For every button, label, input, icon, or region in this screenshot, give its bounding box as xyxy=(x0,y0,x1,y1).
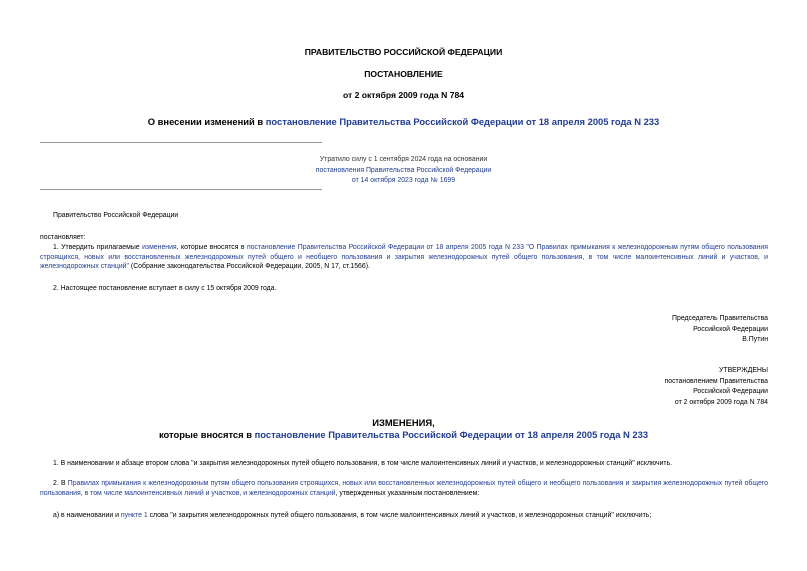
approved-block xyxy=(665,366,769,408)
signature-line2: Российской Федерации xyxy=(693,325,768,333)
decides-text: постановляет: xyxy=(40,234,86,241)
point-1-link[interactable]: пункте 1 xyxy=(120,512,148,519)
paragraph-1-text-c: (Собрание законодательства Российской Федерации, 2005, N 17, ст.1566). xyxy=(128,263,370,271)
header-government: ПРАВИТЕЛЬСТВО РОССИЙСКОЙ ФЕДЕРАЦИИ xyxy=(304,47,503,57)
changes-subtitle xyxy=(0,429,807,440)
document-title-prefix: О внесении изменений в xyxy=(147,116,266,127)
signature-block xyxy=(672,314,768,346)
paragraph-1 xyxy=(40,243,768,272)
change-item-3-text-b: слова "и закрытия железнодорожных путей общего пользования, в том числе малоинтенсивных линий и участков, и железнодорожных станций" исключить; xyxy=(147,512,652,519)
paragraph-1-text-b: , которые вносятся в xyxy=(176,244,247,251)
changes-title: ИЗМЕНЕНИЯ, xyxy=(372,417,435,428)
header-doc-type: ПОСТАНОВЛЕНИЕ xyxy=(364,69,443,79)
header-date-number: от 2 октября 2009 года N 784 xyxy=(342,90,465,100)
change-item-2 xyxy=(40,479,768,498)
change-item-1: 1. В наименовании и абзаце втором слова "и закрытия железнодорожных путей общего пользования, в том числе малоинтенсивных линий и участков, и железнодорожных станций" исключить. xyxy=(53,460,673,467)
changes-link[interactable]: изменения xyxy=(142,244,177,251)
lost-force-line1: Утратило силу с 1 сентября 2024 года на основании xyxy=(319,156,488,163)
change-item-3-text-a: а) в наименовании и xyxy=(53,512,121,519)
paragraph-2: 2. Настоящее постановление вступает в силу с 15 октября 2009 года. xyxy=(53,285,277,292)
paragraph-1-text-a: 1. Утвердить прилагаемые xyxy=(53,244,143,251)
lost-force-note xyxy=(0,155,807,187)
document-title-link[interactable]: постановление Правительства Российской Федерации от 18 апреля 2005 года N 233 xyxy=(265,116,660,127)
document-title xyxy=(0,116,807,127)
intro-text: Правительство Российской Федерации xyxy=(53,212,179,219)
approved-line1: УТВЕРЖДЕНЫ xyxy=(719,367,768,374)
approved-line4: от 2 октября 2009 года N 784 xyxy=(674,398,768,406)
signature-name: В.Путин xyxy=(742,336,768,344)
approved-line2: постановлением Правительства xyxy=(664,377,768,385)
divider-bottom xyxy=(40,189,322,190)
lost-force-link[interactable]: постановления Правительства Российской Федерации xyxy=(315,166,492,174)
rules-link[interactable]: Правилах примыкания к железнодорожным путям общего пользования строящихся, новых или восстановленных железнодорожных путей общего и необщего пользования и закрытия железнодорожных путей общего пользования, в том числе малоинтенсивных линий и участков, и железнодорожных станций xyxy=(40,480,768,497)
signature-line1: Председатель Правительства xyxy=(672,315,768,322)
resolution-233-link[interactable]: постановление Правительства Российской Федерации от 18 апреля 2005 года N 233 "О Правилах примыкания к железнодорожным путям общего пользования строящихся, новых или восстановленных железнодорожных путей общего и необщего пользования и закрытия железнодорожных путей общего пользования, в том числе малоинтенсивных линий и участков, и железнодорожных станций" xyxy=(40,244,769,271)
changes-subtitle-prefix: которые вносятся в xyxy=(158,429,255,440)
change-item-2-text-a: 2. В xyxy=(53,480,68,487)
divider-top xyxy=(40,142,322,143)
changes-subtitle-link[interactable]: постановление Правительства Российской Федерации от 18 апреля 2005 года N 233 xyxy=(254,429,649,440)
change-item-3 xyxy=(40,511,768,521)
change-item-2-text-b: , утвержденных указанным постановлением: xyxy=(335,489,480,497)
approved-line3: Российской Федерации xyxy=(693,388,768,396)
lost-force-link-date[interactable]: от 14 октября 2023 года № 1699 xyxy=(351,177,456,184)
